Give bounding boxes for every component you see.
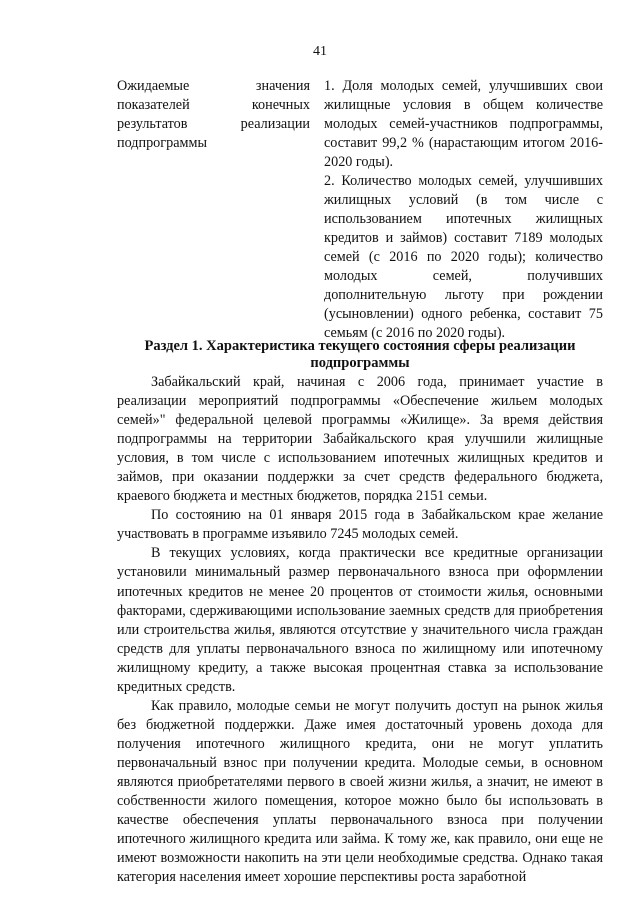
expected-result-item: 2. Количество молодых семей, улучшивших жилищных условий (в том числе с использованием ипотечных жилищных кредитов и займов) составит 7189 молодых семей (с 2016 по 2020 годы); количество молодых семей, получивших дополнительную льготу при рождении (усыновлении) одного ребенка, составит 75 семьям (с 2016 по 2020 годы). (324, 173, 603, 341)
section-title: Раздел 1. Характеристика текущего состояния сферы реализации подпрограммы (144, 338, 576, 371)
expected-results-values (318, 77, 603, 343)
expected-results-table (117, 77, 603, 343)
expected-result-item: 1. Доля молодых семей, улучшивших свои жилищные условия в общем количестве молодых семей-участников подпрограммы, составит 99,2 % (нарастающим итогом 2016-2020 годы). (324, 78, 603, 170)
expected-results-label: Ожидаемые значения показателей конечных результатов реализации подпрограммы (117, 78, 310, 151)
body-paragraph: По состоянию на 01 января 2015 года в Забайкальском крае желание участвовать в программе изъявило 7245 молодых семей. (117, 507, 603, 543)
body-paragraph: Забайкальский край, начиная с 2006 года, принимает участие в реализации мероприятий подпрограммы «Обеспечение жильем молодых семей»" федеральной целевой программы «Жилище». За время действия подпрограммы на территории Забайкальского края улучшили жилищные условия, в том числе с использованием ипотечных жилищных кредитов и займов, при оказании поддержки за счет средств федерального бюджета, краевого бюджета и местных бюджетов, порядка 2151 семьи. (117, 374, 603, 505)
body-paragraph: Как правило, молодые семьи не могут получить доступ на рынок жилья без бюджетной поддержки. Даже имея достаточный уровень дохода для получения ипотечного жилищного кредита, они не могут уплатить первоначальный взнос при получении кредита. Молодые семьи, в основном являются приобретателями первого в своей жизни жилья, а значит, не имеют в собственности жилого помещения, которое можно было бы использовать в качестве обеспечения уплаты первоначального взноса при получении ипотечного жилищного кредита или займа. К тому же, как правило, они еще не имеют возможности накопить на эти цели необходимые средства. Однако такая категория населения имеет хорошие перспективы роста заработной (117, 697, 603, 886)
body-paragraph: В текущих условиях, когда практически все кредитные организации установили минимальный размер первоначального взноса при оформлении ипотечных кредитов не менее 20 процентов от стоимости жилья, основными факторами, сдерживающими использование заемных средств для приобретения или строительства жилья, являются отсутствие у значительного числа граждан средств для уплаты первоначального взноса по жилищному или ипотечному жилищному кредиту, а также высокая процентная ставка за использование кредитных средств. (117, 545, 603, 695)
page-number: 41 (313, 44, 327, 59)
section-body (117, 373, 603, 887)
